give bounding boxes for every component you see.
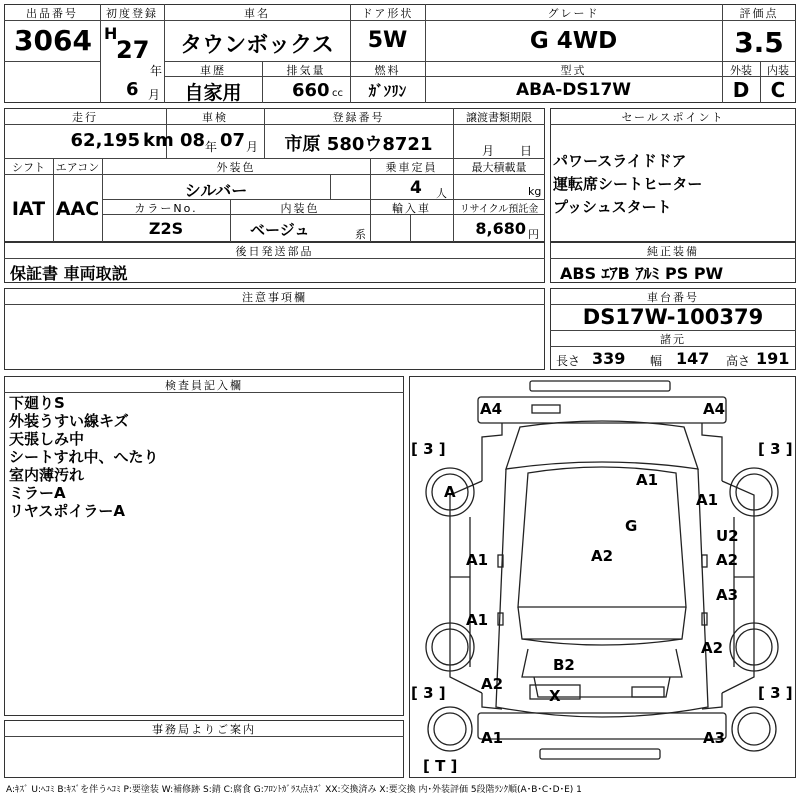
import-label: 輸入車 bbox=[392, 202, 431, 215]
name-label: 車名 bbox=[244, 7, 270, 20]
damage-mark: A3 bbox=[716, 586, 739, 604]
interior-unit: 系 bbox=[355, 228, 366, 241]
insp-month: 07 bbox=[220, 130, 246, 151]
tire-rear-left: [ 3 ] bbox=[411, 684, 446, 702]
damage-mark: A1 bbox=[466, 551, 489, 569]
car-name: タウンボックス bbox=[180, 33, 334, 58]
era: H bbox=[104, 24, 118, 43]
insp-year-unit: 年 bbox=[205, 140, 218, 154]
inspector-notes bbox=[9, 394, 159, 520]
inspector-line: 天張しみ中 bbox=[9, 430, 85, 448]
equipment-text: ABS ｴｱB ｱﾙﾐ PS PW bbox=[560, 264, 724, 283]
recycle-unit: 円 bbox=[528, 228, 539, 241]
mileage-unit: km bbox=[143, 130, 174, 151]
damage-mark: A2 bbox=[481, 675, 504, 693]
later-parts-text: 保証書 車両取説 bbox=[10, 264, 128, 283]
score-label: 評価点 bbox=[739, 7, 779, 20]
grade-label: グレード bbox=[547, 7, 600, 20]
color-label: 外装色 bbox=[216, 161, 256, 174]
door-type: 5W bbox=[367, 28, 408, 53]
legend: A:ｷｽﾞ U:ﾍｺﾐ B:ｷｽﾞを伴うﾍｺﾐ P:要塗装 W:補修跡 S:錆 C:腐食 G:ﾌﾛﾝﾄｶﾞﾗｽ点ｷｽﾞ XX:交換済み X:要交換 内･外装評価 5段階ﾗﾝｸ順(A･B･C･D･E) 1 bbox=[6, 785, 582, 795]
capacity-unit: 人 bbox=[436, 187, 447, 200]
damage-mark: A3 bbox=[703, 729, 726, 747]
recycle-label: リサイクル預託金 bbox=[459, 204, 539, 215]
damage-mark: B2 bbox=[553, 656, 575, 674]
grade: G 4WD bbox=[529, 28, 618, 54]
damage-mark: A1 bbox=[481, 729, 504, 747]
office-label: 事務局よりご案内 bbox=[152, 723, 256, 736]
first-reg-label: 初度登録 bbox=[106, 7, 158, 20]
equipment-label: 純正装備 bbox=[647, 245, 699, 258]
height-label: 高さ bbox=[726, 354, 751, 368]
spare-tire: [ T ] bbox=[423, 757, 458, 775]
insp-year: 08 bbox=[180, 130, 206, 151]
sales-points-label: セールスポイント bbox=[621, 111, 725, 124]
ac-label: エアコン bbox=[55, 161, 100, 174]
notes-label: 注意事項欄 bbox=[242, 291, 307, 304]
damage-mark: A1 bbox=[636, 471, 659, 489]
year-unit: 年 bbox=[150, 64, 163, 78]
interior-label: 内装色 bbox=[280, 202, 320, 215]
inspector-line: 外装うすい線キズ bbox=[9, 412, 129, 430]
color-no: Z2S bbox=[148, 219, 184, 238]
length-label: 長さ bbox=[556, 354, 581, 368]
disp-label: 排気量 bbox=[286, 64, 326, 77]
load-label: 最大積載量 bbox=[471, 161, 527, 174]
disp-unit: cc bbox=[332, 88, 343, 99]
reg-number: 市原 580ウ8721 bbox=[284, 134, 433, 155]
model-label: 型式 bbox=[560, 64, 587, 77]
inspection-label: 車検 bbox=[202, 111, 228, 124]
height: 191 bbox=[756, 349, 790, 368]
sales-points-list bbox=[553, 152, 702, 221]
damage-mark: U2 bbox=[716, 527, 739, 545]
width: 147 bbox=[676, 349, 710, 368]
score: 3.5 bbox=[734, 26, 784, 59]
damage-mark: A2 bbox=[716, 551, 739, 569]
chassis-label: 車台番号 bbox=[647, 291, 699, 304]
ext-label: 外装 bbox=[730, 64, 752, 77]
damage-mark: A1 bbox=[696, 491, 719, 509]
fuel-label: 燃料 bbox=[374, 64, 401, 77]
mileage-label: 走行 bbox=[72, 111, 98, 124]
reg-label: 登録番号 bbox=[332, 111, 385, 124]
tire-front-left: [ 3 ] bbox=[411, 440, 446, 458]
lot-label: 出品番号 bbox=[26, 7, 78, 20]
damage-mark: A2 bbox=[701, 639, 724, 657]
inspector-line: ミラーA bbox=[9, 484, 66, 502]
displacement: 660 bbox=[292, 80, 330, 101]
door-label: ドア形状 bbox=[361, 7, 414, 20]
tire-rear-right: [ 3 ] bbox=[758, 684, 793, 702]
int-label: 内装 bbox=[767, 64, 789, 77]
color-no-label: カラーNo. bbox=[134, 202, 198, 215]
inspector-line: シートすれ中、へたり bbox=[9, 448, 159, 466]
insp-month-unit: 月 bbox=[246, 140, 259, 154]
model: ABA-DS17W bbox=[515, 80, 632, 100]
mileage: 62,195 bbox=[70, 130, 140, 151]
chassis-number: DS17W-100379 bbox=[582, 305, 764, 329]
history-label: 車歴 bbox=[200, 64, 226, 77]
transfer-day-unit: 日 bbox=[520, 144, 533, 158]
sales-point: 運転席シートヒーター bbox=[553, 175, 703, 193]
fuel: ｶﾞｿﾘﾝ bbox=[368, 82, 407, 100]
car-diagram bbox=[410, 377, 795, 777]
int-grade: C bbox=[770, 78, 786, 102]
month-unit: 月 bbox=[148, 88, 161, 102]
transfer-label: 譲渡書類期限 bbox=[466, 111, 532, 124]
reg-month: 6 bbox=[126, 79, 139, 100]
reg-year: 27 bbox=[116, 36, 150, 64]
history: 自家用 bbox=[184, 82, 242, 104]
dims-label: 諸元 bbox=[660, 333, 686, 346]
damage-mark: A4 bbox=[703, 400, 726, 418]
ext-color: シルバー bbox=[184, 181, 248, 200]
lot-number: 3064 bbox=[14, 24, 92, 57]
damage-mark: A bbox=[444, 483, 456, 501]
capacity-label: 乗車定員 bbox=[385, 161, 438, 174]
inspector-line: 下廻りS bbox=[9, 394, 65, 412]
shift-label: シフト bbox=[12, 161, 45, 174]
ac: AAC bbox=[55, 198, 100, 220]
inspector-line: 室内薄汚れ bbox=[9, 466, 85, 484]
damage-mark: A1 bbox=[466, 611, 489, 629]
recycle-fee: 8,680 bbox=[475, 219, 526, 238]
damage-mark: A4 bbox=[480, 400, 503, 418]
sales-point: プッシュスタート bbox=[553, 198, 672, 216]
damage-mark: X bbox=[549, 687, 561, 705]
damage-mark: G bbox=[625, 517, 638, 535]
width-label: 幅 bbox=[650, 354, 663, 368]
length: 339 bbox=[592, 349, 626, 368]
transfer-month-unit: 月 bbox=[482, 144, 495, 158]
load-unit: kg bbox=[528, 185, 542, 198]
interior-color: ベージュ bbox=[250, 221, 310, 239]
inspector-label: 検査員記入欄 bbox=[165, 379, 243, 392]
later-parts-label: 後日発送部品 bbox=[235, 245, 314, 258]
ext-grade: D bbox=[732, 78, 750, 102]
tire-front-right: [ 3 ] bbox=[758, 440, 793, 458]
damage-mark: A2 bbox=[591, 547, 614, 565]
shift: IAT bbox=[11, 198, 46, 220]
sales-point: パワースライドドア bbox=[553, 152, 687, 170]
capacity: 4 bbox=[410, 178, 422, 198]
inspector-line: リヤスポイラーA bbox=[9, 502, 126, 520]
